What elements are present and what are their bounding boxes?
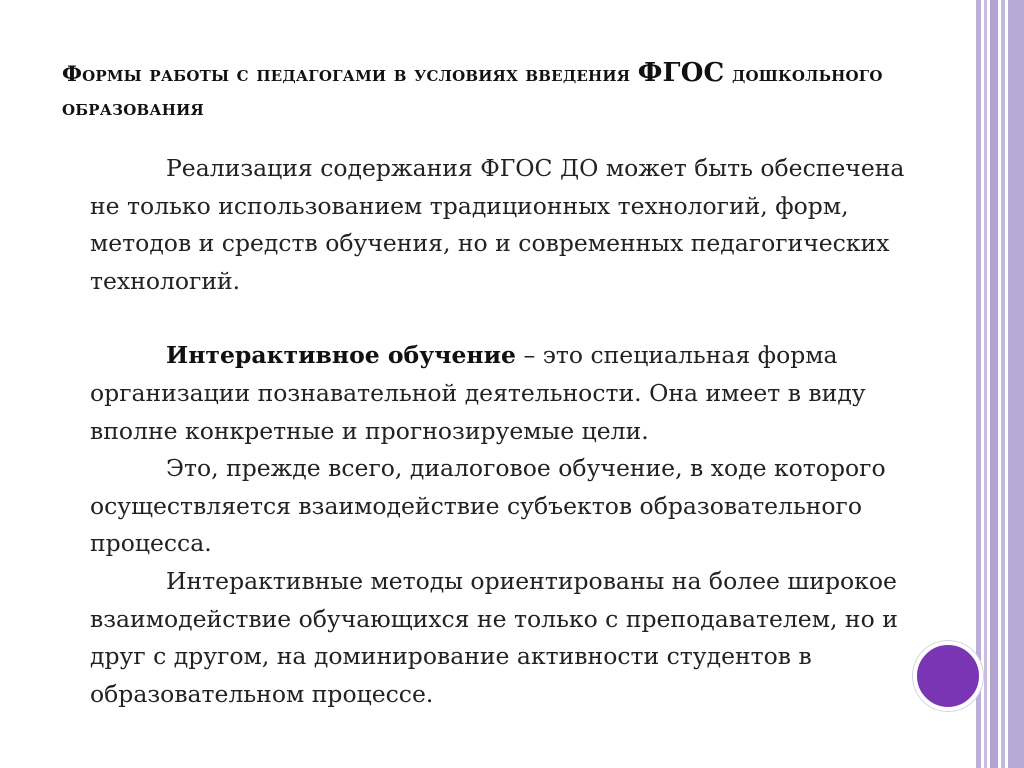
decor-circle <box>913 641 983 711</box>
paragraph-4: Интерактивные методы ориентированы на более широкое взаимодействие обучающихся не только с преподавателем, но и друг с другом, на доминирование активности студентов в образовательном процессе. <box>90 566 898 708</box>
decor-stripe <box>990 0 998 768</box>
title-text-end: дошкольного образования <box>62 61 883 120</box>
paragraph-2 <box>90 337 940 450</box>
decor-stripe <box>984 0 987 768</box>
decor-stripe <box>976 0 981 768</box>
paragraph-2-text: – это специальная форма организации познавательной деятельности. Она имеет в виду вполне конкретные и прогнозируемые цели. <box>90 341 866 445</box>
paragraph-1: Реализация содержания ФГОС ДО может быть обеспечена не только использованием традиционных технологий, форм, методов и средств обучения, но и современных педагогических технологий. <box>90 154 905 295</box>
paragraph-gap <box>90 300 940 337</box>
title-abbr: ФГОС <box>637 58 725 88</box>
decor-stripe <box>1001 0 1005 768</box>
title-text: Формы работы с педагогами в условиях введения <box>62 61 638 86</box>
paragraph-3: Это, прежде всего, диалоговое обучение, в ходе которого осуществляется взаимодействие субъектов образовательного процесса. <box>90 454 886 558</box>
slide-title <box>62 56 962 125</box>
decor-stripe <box>1008 0 1024 768</box>
slide-body <box>90 150 940 713</box>
term-interactive-learning: Интерактивное обучение <box>166 341 516 370</box>
